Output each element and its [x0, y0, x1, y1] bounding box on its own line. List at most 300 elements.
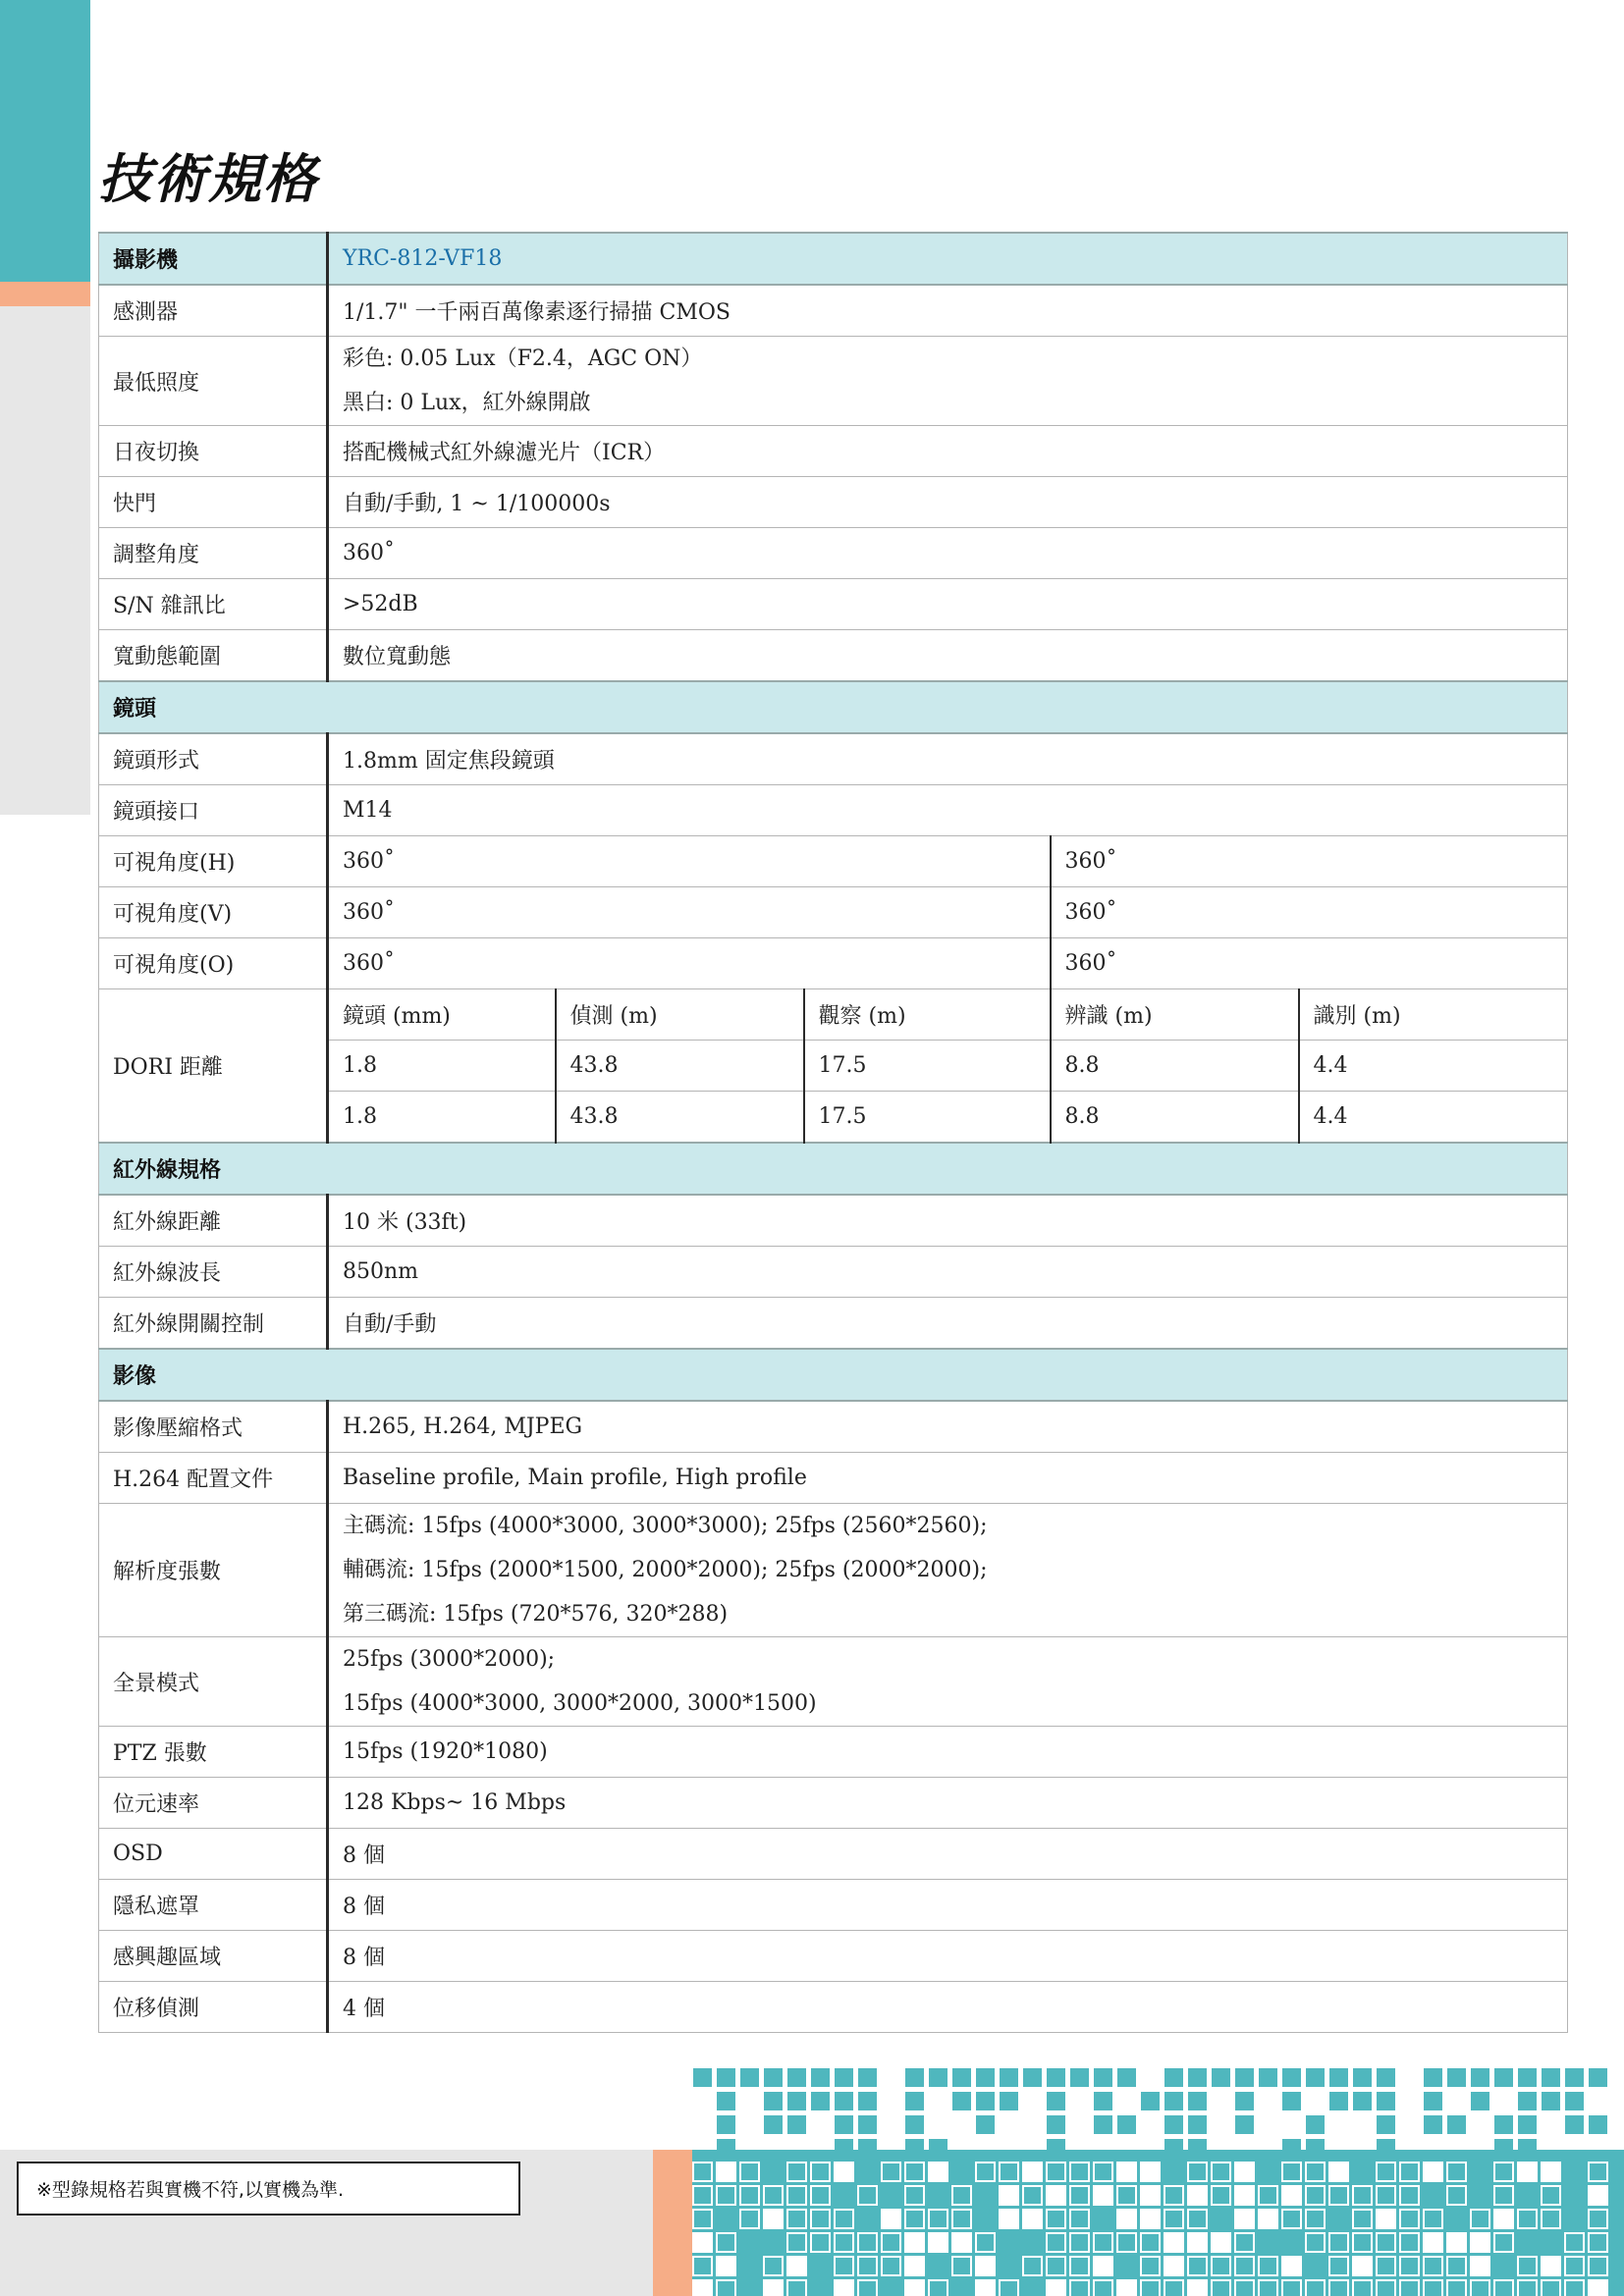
- decor-square: [1023, 2186, 1042, 2205]
- decor-square: [1542, 2163, 1560, 2181]
- decor-square: [717, 2068, 735, 2087]
- decor-square: [1542, 2257, 1560, 2275]
- decor-square: [811, 2186, 830, 2205]
- decor-square: [1000, 2210, 1018, 2228]
- row-value: 1.8mm 固定焦段鏡頭: [328, 733, 1568, 785]
- row-label: 解析度張數: [99, 1504, 328, 1637]
- row-label: 全景模式: [99, 1637, 328, 1727]
- decor-square: [717, 2280, 735, 2296]
- dori-cell: 43.8: [556, 1041, 804, 1092]
- decor-square: [952, 2186, 971, 2205]
- decor-square: [952, 2210, 971, 2228]
- decor-square: [1400, 2210, 1419, 2228]
- decor-square: [764, 2186, 783, 2205]
- decor-square: [976, 2163, 995, 2181]
- dori-cell: 8.8: [1051, 1041, 1299, 1092]
- dori-cell: 1.8: [328, 1041, 556, 1092]
- decor-square: [1282, 2139, 1301, 2158]
- decor-square: [717, 2092, 735, 2110]
- decor-square: [740, 2163, 759, 2181]
- decor-square: [1000, 2068, 1018, 2087]
- decor-square: [1494, 2115, 1513, 2134]
- decor-square: [1047, 2233, 1065, 2252]
- footer-grid-pattern: [687, 2066, 1624, 2296]
- table-row: [99, 1727, 1568, 1778]
- decor-square: [787, 2068, 806, 2087]
- decor-square: [1094, 2186, 1112, 2205]
- decor-square: [1047, 2257, 1065, 2275]
- decor-square: [976, 2280, 995, 2296]
- decor-square: [835, 2210, 853, 2228]
- decor-square: [1494, 2210, 1513, 2228]
- decor-square: [787, 2163, 806, 2181]
- row-value-line: 彩色: 0.05 Lux（F2.4，AGC ON）: [343, 347, 703, 371]
- decor-square: [1589, 2233, 1607, 2252]
- decor-square: [1164, 2068, 1183, 2087]
- decor-square: [1188, 2257, 1207, 2275]
- decor-square: [1282, 2163, 1301, 2181]
- table-row: [99, 579, 1568, 630]
- decor-square: [1306, 2186, 1325, 2205]
- decor-square: [1282, 2092, 1301, 2110]
- decor-square: [1164, 2186, 1183, 2205]
- decor-square: [882, 2233, 900, 2252]
- row-value: 360˚: [1051, 836, 1568, 887]
- decor-square: [858, 2233, 877, 2252]
- dori-cell: 4.4: [1299, 1092, 1568, 1144]
- table-row: [99, 1504, 1568, 1637]
- row-label: 紅外線距離: [99, 1195, 328, 1247]
- decor-square: [1306, 2068, 1325, 2087]
- decor-square: [858, 2280, 877, 2296]
- decor-square: [835, 2092, 853, 2110]
- row-value: 360˚: [1051, 887, 1568, 938]
- decor-square: [1518, 2163, 1537, 2181]
- row-label: 調整角度: [99, 528, 328, 579]
- decor-square: [1353, 2092, 1372, 2110]
- decor-square: [1235, 2068, 1254, 2087]
- decor-square: [1212, 2068, 1230, 2087]
- row-label: 紅外線開關控制: [99, 1298, 328, 1350]
- row-label: 可視角度(O): [99, 938, 328, 989]
- section-header: 影像: [99, 1349, 1568, 1401]
- table-row: [99, 285, 1568, 337]
- decor-square: [717, 2233, 735, 2252]
- decor-square: [693, 2163, 712, 2181]
- decor-square: [1494, 2068, 1513, 2087]
- decor-square: [929, 2210, 947, 2228]
- decor-square: [1329, 2257, 1348, 2275]
- decor-square: [1235, 2257, 1254, 2275]
- table-row: [99, 1778, 1568, 1829]
- decor-square: [1188, 2210, 1207, 2228]
- decor-square: [1377, 2139, 1395, 2158]
- decor-square: [1353, 2233, 1372, 2252]
- decor-square: [1377, 2280, 1395, 2296]
- decor-square: [1471, 2280, 1489, 2296]
- decor-square: [858, 2139, 877, 2158]
- row-label: 感測器: [99, 285, 328, 337]
- decor-square: [1589, 2186, 1607, 2205]
- decor-square: [787, 2186, 806, 2205]
- decor-square: [1400, 2233, 1419, 2252]
- decor-square: [1141, 2257, 1160, 2275]
- decor-square: [1329, 2163, 1348, 2181]
- row-value: 自動/手動, 1 ~ 1/100000s: [328, 477, 1568, 528]
- decor-square: [740, 2210, 759, 2228]
- row-value: 自動/手動: [328, 1298, 1568, 1350]
- row-label: 位移偵測: [99, 1982, 328, 2033]
- decor-square: [1353, 2068, 1372, 2087]
- decor-square: [717, 2115, 735, 2134]
- row-value: 15fps (1920*1080): [328, 1727, 1568, 1778]
- decor-square: [1259, 2210, 1277, 2228]
- section-lens: [99, 681, 1568, 733]
- decor-square: [1377, 2068, 1395, 2087]
- decor-square: [929, 2233, 947, 2252]
- decor-square: [1188, 2139, 1207, 2158]
- decor-square: [811, 2163, 830, 2181]
- table-row: [99, 1637, 1568, 1727]
- table-row: [99, 1829, 1568, 1880]
- decor-square: [835, 2068, 853, 2087]
- table-row: [99, 1195, 1568, 1247]
- decor-square: [1494, 2186, 1513, 2205]
- decor-square: [905, 2257, 924, 2275]
- row-label: 鏡頭接口: [99, 785, 328, 836]
- decor-square: [835, 2139, 853, 2158]
- decor-square: [764, 2280, 783, 2296]
- decor-square: [1447, 2163, 1466, 2181]
- decor-square: [787, 2280, 806, 2296]
- decor-square: [1282, 2210, 1301, 2228]
- decor-square: [1282, 2068, 1301, 2087]
- decor-square: [1094, 2233, 1112, 2252]
- decor-square: [1047, 2186, 1065, 2205]
- decor-square: [787, 2257, 806, 2275]
- decor-square: [1424, 2092, 1442, 2110]
- decor-square: [1494, 2163, 1513, 2181]
- decor-square: [1212, 2280, 1230, 2296]
- decor-square: [740, 2068, 759, 2087]
- decor-square: [1471, 2092, 1489, 2110]
- decor-square: [858, 2186, 877, 2205]
- decor-square: [976, 2068, 995, 2087]
- decor-square: [929, 2280, 947, 2296]
- section-camera: [99, 233, 1568, 285]
- dori-header: 識別 (m): [1299, 989, 1568, 1041]
- decor-square: [1000, 2186, 1018, 2205]
- decor-square: [905, 2280, 924, 2296]
- decor-square: [1306, 2163, 1325, 2181]
- decor-square: [787, 2115, 806, 2134]
- decor-square: [1141, 2186, 1160, 2205]
- row-value: 360˚: [1051, 938, 1568, 989]
- row-value: 1/1.7" 一千兩百萬像素逐行掃描 CMOS: [328, 285, 1568, 337]
- page-title: 技術規格: [98, 148, 318, 210]
- decor-square: [1259, 2068, 1277, 2087]
- decor-square: [1542, 2280, 1560, 2296]
- row-value-line: 15fps (4000*3000, 3000*2000, 3000*1500): [343, 1691, 817, 1716]
- row-value: 360˚: [328, 938, 1051, 989]
- decor-square: [1141, 2163, 1160, 2181]
- row-value: 10 米 (33ft): [328, 1195, 1568, 1247]
- table-row: [99, 1982, 1568, 2033]
- decor-square: [835, 2257, 853, 2275]
- decor-square: [1377, 2186, 1395, 2205]
- decor-square: [858, 2092, 877, 2110]
- row-label: 影像壓縮格式: [99, 1401, 328, 1453]
- dori-cell: 17.5: [804, 1041, 1051, 1092]
- decor-square: [835, 2233, 853, 2252]
- decor-square: [693, 2210, 712, 2228]
- decor-square: [1565, 2280, 1584, 2296]
- decor-square: [1188, 2186, 1207, 2205]
- decor-square: [1188, 2092, 1207, 2110]
- row-value: 搭配機械式紅外線濾光片（ICR）: [328, 426, 1568, 477]
- decor-square: [787, 2092, 806, 2110]
- decor-square: [1094, 2163, 1112, 2181]
- footer-band-orange: [653, 2150, 692, 2296]
- decor-square: [1424, 2210, 1442, 2228]
- decor-square: [1565, 2257, 1584, 2275]
- decor-square: [1212, 2163, 1230, 2181]
- row-label: 感興趣區域: [99, 1931, 328, 1982]
- decor-square: [764, 2068, 783, 2087]
- decor-square: [717, 2257, 735, 2275]
- table-row: [99, 426, 1568, 477]
- decor-square: [1494, 2139, 1513, 2158]
- decor-square: [1070, 2257, 1089, 2275]
- disclaimer-note: ※型錄規格若與實機不符,以實機為準.: [17, 2162, 520, 2216]
- row-value: 360˚: [328, 887, 1051, 938]
- decor-square: [905, 2233, 924, 2252]
- decor-square: [717, 2139, 735, 2158]
- decor-square: [952, 2068, 971, 2087]
- decor-square: [1094, 2068, 1112, 2087]
- decor-square: [1117, 2186, 1136, 2205]
- decor-square: [1518, 2115, 1537, 2134]
- decor-square: [882, 2210, 900, 2228]
- table-row: [99, 1401, 1568, 1453]
- decor-square: [1424, 2068, 1442, 2087]
- row-value: [328, 1637, 1568, 1727]
- decor-square: [1259, 2186, 1277, 2205]
- decor-square: [929, 2139, 947, 2158]
- row-label: H.264 配置文件: [99, 1453, 328, 1504]
- decor-square: [1188, 2280, 1207, 2296]
- dori-cell: 17.5: [804, 1092, 1051, 1144]
- decor-square: [1023, 2068, 1042, 2087]
- row-value: 數位寬動態: [328, 630, 1568, 682]
- decor-square: [811, 2210, 830, 2228]
- decor-square: [1117, 2115, 1136, 2134]
- decor-square: [1117, 2280, 1136, 2296]
- dori-header: 觀察 (m): [804, 989, 1051, 1041]
- table-row: [99, 938, 1568, 989]
- decor-square: [1518, 2210, 1537, 2228]
- row-value: M14: [328, 785, 1568, 836]
- decor-square: [1000, 2163, 1018, 2181]
- decor-square: [1424, 2163, 1442, 2181]
- decor-square: [1070, 2210, 1089, 2228]
- decor-square: [1377, 2233, 1395, 2252]
- decor-square: [1235, 2092, 1254, 2110]
- side-accent-teal: [0, 0, 90, 282]
- dori-header: 偵測 (m): [556, 989, 804, 1041]
- spec-table: [98, 232, 1568, 2033]
- decor-square: [976, 2115, 995, 2134]
- side-accent-orange: [0, 282, 90, 306]
- decor-square: [1447, 2115, 1466, 2134]
- decor-square: [905, 2115, 924, 2134]
- decor-square: [811, 2068, 830, 2087]
- row-value: Baseline profile, Main profile, High profile: [328, 1453, 1568, 1504]
- decor-square: [1094, 2092, 1112, 2110]
- decor-square: [1589, 2280, 1607, 2296]
- table-row: [99, 477, 1568, 528]
- decor-square: [1377, 2115, 1395, 2134]
- table-row: [99, 337, 1568, 426]
- decor-square: [1306, 2233, 1325, 2252]
- decor-square: [764, 2115, 783, 2134]
- decor-square: [1023, 2163, 1042, 2181]
- decor-square: [1471, 2210, 1489, 2228]
- table-row: [99, 887, 1568, 938]
- side-accent-gray: [0, 306, 90, 815]
- decor-square: [1047, 2139, 1065, 2158]
- decor-square: [1329, 2186, 1348, 2205]
- section-ir: [99, 1143, 1568, 1195]
- decor-square: [1377, 2210, 1395, 2228]
- table-row: [99, 1247, 1568, 1298]
- decor-square: [1047, 2280, 1065, 2296]
- decor-square: [1047, 2092, 1065, 2110]
- decor-square: [905, 2210, 924, 2228]
- decor-square: [835, 2280, 853, 2296]
- model-number: YRC-812-VF18: [328, 233, 1568, 285]
- dori-header: 鏡頭 (mm): [328, 989, 556, 1041]
- decor-square: [1282, 2257, 1301, 2275]
- row-value: 850nm: [328, 1247, 1568, 1298]
- decor-square: [1117, 2233, 1136, 2252]
- decor-square: [1141, 2092, 1160, 2110]
- decor-square: [764, 2092, 783, 2110]
- decor-square: [1047, 2068, 1065, 2087]
- decor-square: [1518, 2280, 1537, 2296]
- decor-square: [1023, 2257, 1042, 2275]
- decor-square: [811, 2233, 830, 2252]
- decor-square: [1329, 2280, 1348, 2296]
- decor-square: [764, 2210, 783, 2228]
- decor-square: [976, 2257, 995, 2275]
- row-value: 8 個: [328, 1931, 1568, 1982]
- decor-square: [1329, 2233, 1348, 2252]
- decor-square: [1259, 2280, 1277, 2296]
- row-value: 128 Kbps~ 16 Mbps: [328, 1778, 1568, 1829]
- row-label: 可視角度(V): [99, 887, 328, 938]
- decor-square: [929, 2068, 947, 2087]
- table-row: [99, 785, 1568, 836]
- decor-square: [1542, 2210, 1560, 2228]
- decor-square: [717, 2163, 735, 2181]
- decor-square: [1047, 2210, 1065, 2228]
- table-row: [99, 836, 1568, 887]
- row-label: PTZ 張數: [99, 1727, 328, 1778]
- decor-square: [1070, 2280, 1089, 2296]
- decor-square: [1235, 2210, 1254, 2228]
- decor-square: [1212, 2257, 1230, 2275]
- row-value-line: 第三碼流: 15fps (720*576, 320*288): [343, 1602, 729, 1627]
- decor-square: [1141, 2280, 1160, 2296]
- decor-square: [1471, 2233, 1489, 2252]
- row-value: [328, 337, 1568, 426]
- decor-square: [1518, 2068, 1537, 2087]
- decor-square: [1353, 2186, 1372, 2205]
- decor-square: [1518, 2257, 1537, 2275]
- decor-square: [1070, 2186, 1089, 2205]
- section-header: 紅外線規格: [99, 1143, 1568, 1195]
- decor-square: [1259, 2257, 1277, 2275]
- row-label: 日夜切換: [99, 426, 328, 477]
- decor-square: [1235, 2280, 1254, 2296]
- row-value: 360˚: [328, 836, 1051, 887]
- decor-square: [1164, 2233, 1183, 2252]
- dori-cell: 8.8: [1051, 1092, 1299, 1144]
- decor-square: [882, 2257, 900, 2275]
- decor-square: [905, 2186, 924, 2205]
- row-label: 寬動態範圍: [99, 630, 328, 682]
- decor-square: [1188, 2233, 1207, 2252]
- row-value: [328, 1504, 1568, 1637]
- decor-square: [787, 2210, 806, 2228]
- row-label: 鏡頭形式: [99, 733, 328, 785]
- decor-square: [1212, 2186, 1230, 2205]
- decor-square: [1164, 2139, 1183, 2158]
- decor-square: [1447, 2068, 1466, 2087]
- row-value: 4 個: [328, 1982, 1568, 2033]
- decor-square: [1518, 2092, 1537, 2110]
- decor-square: [1023, 2210, 1042, 2228]
- decor-square: [1000, 2092, 1018, 2110]
- decor-square: [1235, 2233, 1254, 2252]
- row-value-line: 輔碼流: 15fps (2000*1500, 2000*2000); 25fps (2000*2000);: [343, 1558, 988, 1582]
- row-value-line: 25fps (3000*2000);: [343, 1647, 556, 1672]
- decor-square: [1094, 2257, 1112, 2275]
- decor-square: [1306, 2280, 1325, 2296]
- row-label: 可視角度(H): [99, 836, 328, 887]
- row-label: 快門: [99, 477, 328, 528]
- decor-square: [1094, 2115, 1112, 2134]
- decor-square: [1542, 2092, 1560, 2110]
- decor-square: [1188, 2163, 1207, 2181]
- dori-cell: 1.8: [328, 1092, 556, 1144]
- decor-square: [1565, 2068, 1584, 2087]
- decor-square: [1117, 2068, 1136, 2087]
- table-row: [99, 1880, 1568, 1931]
- table-row: [99, 1298, 1568, 1350]
- row-value: H.265, H.264, MJPEG: [328, 1401, 1568, 1453]
- decor-square: [1212, 2233, 1230, 2252]
- decor-square: [1447, 2280, 1466, 2296]
- decor-square: [1141, 2210, 1160, 2228]
- decor-square: [740, 2186, 759, 2205]
- decor-square: [1164, 2210, 1183, 2228]
- decor-square: [1471, 2068, 1489, 2087]
- decor-square: [976, 2233, 995, 2252]
- decor-square: [1235, 2115, 1254, 2134]
- decor-square: [1518, 2139, 1537, 2158]
